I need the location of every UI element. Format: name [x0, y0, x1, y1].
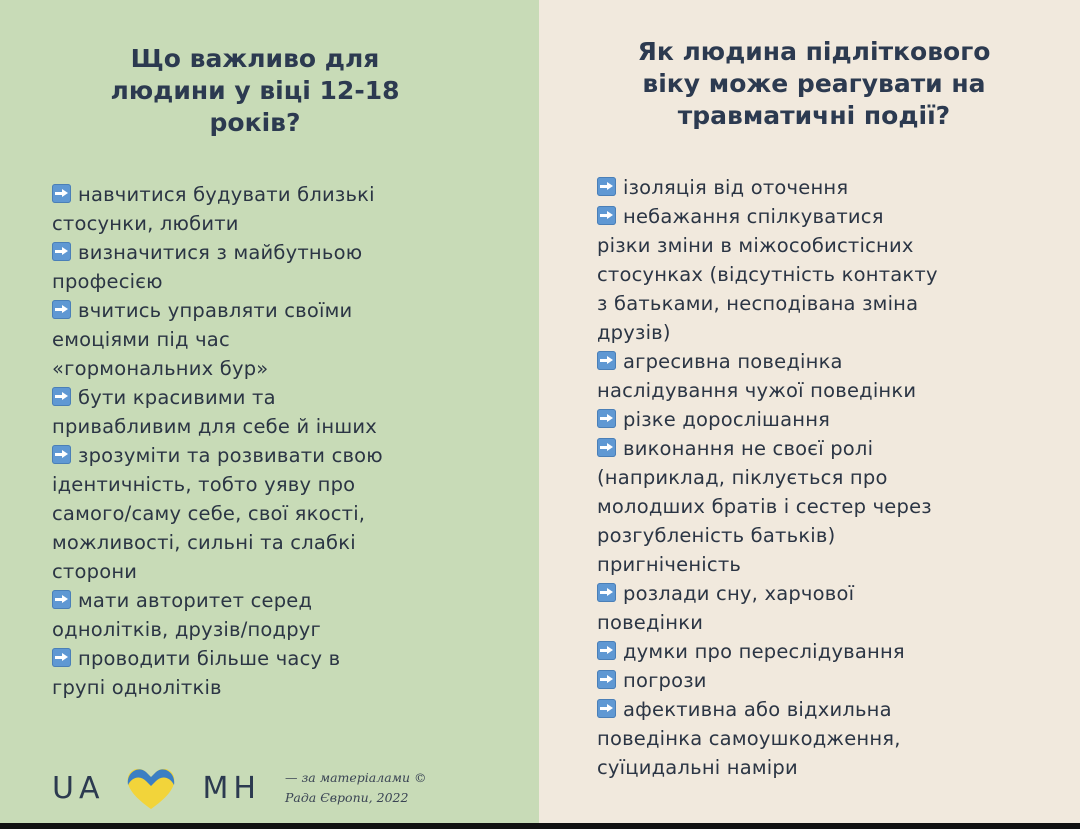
list-line — [597, 173, 938, 202]
list-line-text: небажання спілкуватися — [623, 205, 884, 228]
arrow-right-icon — [597, 583, 616, 602]
list-line — [52, 586, 383, 615]
list-line-text: проводити більше часу в — [78, 647, 341, 670]
arrow-right-icon — [597, 699, 616, 718]
title-line: травматичні події? — [677, 101, 951, 130]
list-line-text: мати авторитет серед — [78, 589, 313, 612]
list-line-text: навчитися будувати близькі — [78, 183, 375, 206]
list-line-text: агресивна поведінка — [623, 350, 843, 373]
title-line: Що важливо для — [130, 44, 380, 73]
left-list — [52, 180, 383, 702]
arrow-right-icon — [52, 242, 71, 261]
list-line — [597, 695, 938, 724]
list-line-text: виконання не своєї ролі — [623, 437, 874, 460]
credit-line: Рада Європи, 2022 — [285, 790, 409, 805]
list-line — [597, 318, 938, 347]
list-line — [52, 267, 383, 296]
list-line-text: різки зміни в міжособистісних — [597, 234, 914, 257]
list-line-text: групі однолітків — [52, 676, 222, 699]
uamh-logo — [52, 763, 261, 813]
list-line-text: погрози — [623, 669, 707, 692]
list-line — [52, 528, 383, 557]
list-line — [597, 347, 938, 376]
list-line-text: визначитися з майбутньою — [78, 241, 363, 264]
title-line: Як людина підліткового — [637, 37, 991, 66]
bottom-border — [0, 823, 1080, 829]
list-line — [597, 521, 938, 550]
credit-line: — за матеріалами © — [285, 770, 427, 785]
list-line-text: емоціями під час — [52, 328, 230, 351]
list-line-text: стосунки, любити — [52, 212, 239, 235]
title-line: років? — [209, 108, 301, 137]
list-line-text: пригніченість — [597, 553, 742, 576]
list-line — [52, 354, 383, 383]
left-column — [0, 0, 539, 829]
arrow-right-icon — [52, 445, 71, 464]
list-line — [597, 724, 938, 753]
list-line — [52, 238, 383, 267]
logo-mh-text: MH — [202, 770, 261, 806]
list-line-text: привабливим для себе й інших — [52, 415, 377, 438]
source-credit — [285, 768, 427, 808]
list-line — [52, 499, 383, 528]
list-line — [597, 579, 938, 608]
logo-ua-text: UA — [52, 770, 105, 806]
arrow-right-icon — [597, 351, 616, 370]
list-line — [52, 441, 383, 470]
list-line-text: з батьками, несподівана зміна — [597, 292, 919, 315]
arrow-right-icon — [597, 206, 616, 225]
arrow-right-icon — [52, 300, 71, 319]
list-line — [597, 376, 938, 405]
arrow-right-icon — [597, 641, 616, 660]
list-line — [597, 463, 938, 492]
list-line-text: однолітків, друзів/подруг — [52, 618, 321, 641]
list-line-text: стосунках (відсутність контакту — [597, 263, 938, 286]
list-line-text: молодших братів і сестер через — [597, 495, 932, 518]
list-line-text: вчитись управляти своїми — [78, 299, 353, 322]
list-line-text: думки про переслідування — [623, 640, 905, 663]
left-column-title — [70, 43, 440, 139]
list-line — [597, 202, 938, 231]
list-line-text: розлади сну, харчової — [623, 582, 855, 605]
list-line-text: бути красивими та — [78, 386, 276, 409]
list-line — [597, 666, 938, 695]
list-line — [52, 325, 383, 354]
list-line-text: професією — [52, 270, 163, 293]
list-line — [597, 434, 938, 463]
list-line — [597, 492, 938, 521]
list-line — [597, 753, 938, 782]
list-line — [52, 673, 383, 702]
right-column — [539, 0, 1080, 829]
list-line — [597, 231, 938, 260]
list-line — [52, 412, 383, 441]
list-line-text: суїцидальні наміри — [597, 756, 798, 779]
right-column-title — [594, 36, 1034, 132]
list-line-text: можливості, сильні та слабкі — [52, 531, 356, 554]
list-line — [597, 608, 938, 637]
arrow-right-icon — [597, 409, 616, 428]
list-line — [597, 260, 938, 289]
title-line: людини у віці 12-18 — [110, 76, 400, 105]
list-line-text: ізоляція від оточення — [623, 176, 849, 199]
list-line — [52, 615, 383, 644]
list-line-text: сторони — [52, 560, 138, 583]
list-line-text: наслідування чужої поведінки — [597, 379, 917, 402]
list-line — [597, 637, 938, 666]
arrow-right-icon — [597, 177, 616, 196]
list-line — [52, 180, 383, 209]
list-line — [597, 550, 938, 579]
list-line — [597, 289, 938, 318]
list-line-text: «гормональних бур» — [52, 357, 269, 380]
arrow-right-icon — [52, 590, 71, 609]
list-line — [597, 405, 938, 434]
list-line-text: афективна або відхильна — [623, 698, 892, 721]
list-line — [52, 470, 383, 499]
arrow-right-icon — [597, 438, 616, 457]
arrow-right-icon — [597, 670, 616, 689]
heart-logo-icon — [122, 763, 180, 813]
list-line — [52, 296, 383, 325]
list-line — [52, 209, 383, 238]
list-line-text: розгубленість батьків) — [597, 524, 836, 547]
list-line-text: (наприклад, піклується про — [597, 466, 888, 489]
list-line-text: різке дорослішання — [623, 408, 831, 431]
arrow-right-icon — [52, 648, 71, 667]
list-line-text: поведінки — [597, 611, 704, 634]
list-line-text: зрозуміти та розвивати свою — [78, 444, 383, 467]
list-line-text: поведінка самоушкодження, — [597, 727, 901, 750]
arrow-right-icon — [52, 387, 71, 406]
right-list — [597, 173, 938, 782]
list-line-text: друзів) — [597, 321, 671, 344]
list-line-text: самого/саму себе, свої якості, — [52, 502, 366, 525]
list-line-text: ідентичність, тобто уяву про — [52, 473, 356, 496]
list-line — [52, 644, 383, 673]
arrow-right-icon — [52, 184, 71, 203]
list-line — [52, 383, 383, 412]
title-line: віку може реагувати на — [642, 69, 986, 98]
list-line — [52, 557, 383, 586]
